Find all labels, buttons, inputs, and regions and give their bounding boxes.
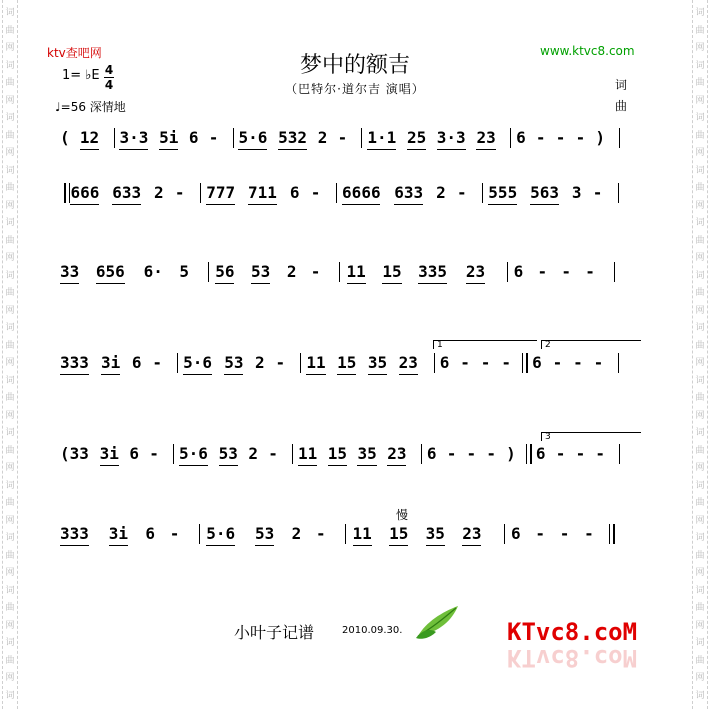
note-group: - xyxy=(585,262,595,281)
watermark-glyph: 网 xyxy=(5,515,15,526)
note-group: 6· xyxy=(143,262,163,281)
bar-line xyxy=(504,524,505,544)
bar-line xyxy=(510,128,511,148)
beam-underline xyxy=(462,545,481,546)
note-group: ) xyxy=(595,128,606,147)
note-group: - xyxy=(575,128,586,147)
song-subtitle: （巴特尔·道尔吉 演唱） xyxy=(285,82,425,96)
beam-underline xyxy=(342,204,380,205)
note-group: - xyxy=(561,262,572,281)
beam-underline xyxy=(60,283,79,284)
watermark-glyph: 词 xyxy=(695,218,705,228)
watermark-glyph: 曲 xyxy=(5,235,15,246)
note-group: 15 xyxy=(382,262,402,281)
bar-line xyxy=(618,183,619,203)
bar-line xyxy=(618,353,619,373)
transcription-date: 2010.09.30. xyxy=(342,625,403,636)
note-group: 335 xyxy=(418,262,448,281)
watermark-glyph: 曲 xyxy=(695,603,705,613)
note-group: 333 xyxy=(60,524,89,543)
note-group: - xyxy=(592,183,603,202)
note-group: 6 xyxy=(289,183,300,202)
watermark-glyph: 曲 xyxy=(5,183,15,193)
watermark-glyph: 词 xyxy=(695,480,705,491)
note-group: 56 xyxy=(215,262,235,281)
note-group: 23 xyxy=(387,444,407,463)
note-group: 6 xyxy=(439,353,450,372)
note-group: - xyxy=(310,262,321,281)
note-group: 25 xyxy=(407,128,427,147)
note-group: 633 xyxy=(394,183,424,202)
note-group: - xyxy=(169,524,180,543)
note-group: 53 xyxy=(255,524,275,543)
watermark-glyph: 词 xyxy=(5,480,15,491)
watermark-glyph: 词 xyxy=(5,638,15,648)
note-group: 633 xyxy=(112,183,142,202)
note-group: 2 xyxy=(255,353,265,372)
note-group: - xyxy=(174,183,185,202)
note-group: - xyxy=(535,524,545,543)
watermark-glyph: 网 xyxy=(5,148,15,158)
note-group: 11 xyxy=(306,353,326,372)
note-group: 5·6 xyxy=(238,128,268,147)
beam-underline xyxy=(109,545,128,546)
note-group: - xyxy=(480,353,491,372)
watermark-glyph: 网 xyxy=(695,95,705,106)
bar-line xyxy=(507,262,508,282)
watermark-glyph: 曲 xyxy=(5,288,15,298)
beam-underline xyxy=(382,283,401,284)
note-group: 11 xyxy=(352,524,372,543)
note-group: - xyxy=(559,524,570,543)
note-group: - xyxy=(552,353,563,372)
watermark-glyph: 词 xyxy=(695,8,705,18)
note-group: 11 xyxy=(346,262,366,281)
watermark-glyph: 词 xyxy=(5,8,15,18)
note-group: 711 xyxy=(248,183,277,202)
score-row-row5 xyxy=(60,444,645,474)
watermark-glyph: 曲 xyxy=(695,445,705,456)
bar-line xyxy=(482,183,483,203)
watermark-glyph: 网 xyxy=(695,200,705,211)
right-watermark-column xyxy=(692,0,708,709)
beam-underline xyxy=(101,374,120,375)
watermark-glyph: 词 xyxy=(695,323,705,333)
score-row-intro xyxy=(60,128,645,158)
note-group: 53 xyxy=(224,353,244,372)
watermark-glyph: 网 xyxy=(5,463,15,473)
beam-underline xyxy=(407,149,426,150)
beam-underline xyxy=(418,283,447,284)
note-group: 563 xyxy=(530,183,559,202)
note-group: 6 xyxy=(145,524,155,543)
beam-underline xyxy=(426,545,445,546)
watermark-glyph: 词 xyxy=(695,585,705,596)
bar-line xyxy=(208,262,209,282)
note-group: - xyxy=(573,353,583,372)
watermark-glyph: 曲 xyxy=(5,498,15,508)
watermark-glyph: 网 xyxy=(5,43,15,53)
note-group: 12 xyxy=(79,128,100,147)
note-group: 6 xyxy=(513,262,524,281)
note-group: 6666 xyxy=(342,183,381,202)
watermark-glyph: 网 xyxy=(695,410,705,421)
note-group: 666 xyxy=(70,183,100,202)
note-group: - xyxy=(466,444,477,463)
svg-text:KTvc8.coM: KTvc8.coM xyxy=(507,618,638,646)
bar-line xyxy=(300,353,301,373)
bar-line xyxy=(173,444,174,464)
note-group: - xyxy=(337,128,348,147)
watermark-glyph: 词 xyxy=(695,270,705,281)
beam-underline xyxy=(530,204,559,205)
watermark-glyph: 网 xyxy=(5,253,15,263)
watermark-glyph: 曲 xyxy=(5,550,15,561)
watermark-glyph: 曲 xyxy=(5,655,15,666)
watermark-glyph: 网 xyxy=(695,305,705,316)
note-group: - xyxy=(593,353,604,372)
time-signature-bottom: 4 xyxy=(104,78,114,92)
bar-line xyxy=(530,444,532,464)
watermark-glyph: 词 xyxy=(5,113,15,123)
watermark-glyph: 网 xyxy=(695,148,705,158)
note-group: 656 xyxy=(95,262,125,281)
note-group: 5·6 xyxy=(183,353,213,372)
leaf-icon xyxy=(412,602,462,646)
watermark-glyph: 网 xyxy=(5,410,15,421)
watermark-glyph: 曲 xyxy=(695,340,705,351)
note-group: 15 xyxy=(327,444,347,463)
beam-underline xyxy=(80,149,99,150)
bar-line xyxy=(619,128,620,148)
bar-line xyxy=(361,128,362,148)
watermark-glyph: 词 xyxy=(5,533,15,543)
beam-underline xyxy=(389,545,408,546)
watermark-glyph: 网 xyxy=(5,358,15,368)
watermark-glyph: 词 xyxy=(5,375,15,386)
beam-underline xyxy=(387,465,406,466)
bar-line xyxy=(522,353,523,373)
bar-line xyxy=(233,128,234,148)
watermark-glyph: 曲 xyxy=(5,130,15,141)
watermark-glyph: 曲 xyxy=(695,498,705,508)
note-group: 532 xyxy=(278,128,308,147)
lyricist-label: 词 xyxy=(615,78,628,92)
note-group: 555 xyxy=(488,183,518,202)
note-group: 6 xyxy=(188,128,199,147)
watermark-glyph: 词 xyxy=(695,690,705,701)
slow-tempo-mark: 慢 xyxy=(396,508,409,522)
watermark-glyph: 曲 xyxy=(695,235,705,246)
watermark-glyph: 词 xyxy=(5,270,15,281)
beam-underline xyxy=(399,374,418,375)
volta-bracket-3: 3 xyxy=(541,432,641,441)
beam-underline xyxy=(70,204,99,205)
bar-line xyxy=(114,128,115,148)
bar-line xyxy=(292,444,293,464)
note-group: 5·6 xyxy=(206,524,236,543)
beam-underline xyxy=(179,465,208,466)
watermark-glyph: 词 xyxy=(5,323,15,333)
beam-underline xyxy=(306,374,325,375)
site-name-left[interactable]: ktv查吧网 xyxy=(47,46,102,60)
note-group: 33 xyxy=(60,262,80,281)
bar-line xyxy=(609,524,610,544)
watermark-glyph: 词 xyxy=(695,60,705,71)
note-group: 2 xyxy=(291,524,302,543)
watermark-glyph: 网 xyxy=(695,515,705,526)
watermark-glyph: 网 xyxy=(695,43,705,53)
note-group: 2 xyxy=(317,128,328,147)
watermark-glyph: 曲 xyxy=(695,130,705,141)
watermark-glyph: 曲 xyxy=(5,393,15,403)
note-group: - xyxy=(152,353,162,372)
beam-underline xyxy=(219,465,238,466)
watermark-glyph: 词 xyxy=(695,638,705,648)
note-group: - xyxy=(537,262,548,281)
note-group: 2 xyxy=(154,183,164,202)
beam-underline xyxy=(215,283,234,284)
note-group: 35 xyxy=(425,524,445,543)
watermark-glyph: 词 xyxy=(695,165,705,176)
bar-line xyxy=(619,444,620,464)
note-group: 3 xyxy=(571,183,582,202)
watermark-glyph: 词 xyxy=(5,585,15,596)
watermark-glyph: 曲 xyxy=(695,550,705,561)
note-group: 35 xyxy=(357,444,377,463)
watermark-glyph: 网 xyxy=(5,305,15,316)
beam-underline xyxy=(206,204,235,205)
note-group: - xyxy=(555,444,566,463)
note-group: - xyxy=(275,353,286,372)
watermark-glyph: 曲 xyxy=(695,393,705,403)
note-group: 15 xyxy=(337,353,357,372)
quarter-note-icon: ♩ xyxy=(55,100,61,114)
beam-underline xyxy=(328,465,347,466)
watermark-glyph: 词 xyxy=(5,690,15,701)
bar-line xyxy=(614,262,615,282)
beam-underline xyxy=(206,545,235,546)
watermark-glyph: 曲 xyxy=(5,603,15,613)
beam-underline xyxy=(96,283,125,284)
beam-underline xyxy=(476,149,495,150)
beam-underline xyxy=(255,545,274,546)
watermark-glyph: 网 xyxy=(695,568,705,578)
time-signature xyxy=(104,64,114,91)
note-group: 5i xyxy=(159,128,179,147)
beam-underline xyxy=(248,204,277,205)
note-group: 3·3 xyxy=(436,128,466,147)
beam-underline xyxy=(394,204,423,205)
left-watermark-column xyxy=(2,0,18,709)
note-group: - xyxy=(535,128,546,147)
note-group: 1·1 xyxy=(367,128,397,147)
note-group: 23 xyxy=(462,524,482,543)
note-group: 3i xyxy=(101,353,121,372)
watermark-glyph: 网 xyxy=(5,673,15,683)
beam-underline xyxy=(298,465,317,466)
note-group: 777 xyxy=(206,183,236,202)
beam-underline xyxy=(119,149,148,150)
note-group: - xyxy=(268,444,278,463)
note-group: - xyxy=(584,524,594,543)
note-group: 6 xyxy=(131,353,142,372)
watermark-glyph: 词 xyxy=(695,428,705,438)
bar-line xyxy=(345,524,346,544)
beam-underline xyxy=(437,149,466,150)
note-group: 23 xyxy=(398,353,418,372)
score-row-row6 xyxy=(60,524,645,554)
bar-line xyxy=(200,183,201,203)
note-group: - xyxy=(456,183,467,202)
beam-underline xyxy=(183,374,212,375)
beam-underline xyxy=(60,545,89,546)
beam-underline xyxy=(100,465,119,466)
score-row-row3 xyxy=(60,262,645,292)
watermark-glyph: 词 xyxy=(5,218,15,228)
note-group: - xyxy=(486,444,496,463)
transcriber-signature: 小叶子记谱 xyxy=(234,623,315,642)
score-row-row4 xyxy=(60,353,645,383)
score-row-row2 xyxy=(60,183,645,213)
note-group: - xyxy=(310,183,321,202)
note-group: 6 xyxy=(510,524,521,543)
note-group: 23 xyxy=(465,262,486,281)
watermark-glyph: 网 xyxy=(695,620,705,631)
watermark-glyph: 网 xyxy=(695,463,705,473)
bar-line xyxy=(64,183,66,203)
bar-line xyxy=(199,524,200,544)
beam-underline xyxy=(368,374,387,375)
watermark-glyph: 网 xyxy=(5,200,15,211)
watermark-glyph: 词 xyxy=(5,60,15,71)
watermark-glyph: 网 xyxy=(5,620,15,631)
note-group: (33 xyxy=(60,444,89,463)
watermark-glyph: 词 xyxy=(695,533,705,543)
watermark-glyph: 网 xyxy=(5,568,15,578)
watermark-glyph: 曲 xyxy=(695,78,705,88)
key-signature: 1= ♭E xyxy=(62,68,100,83)
beam-underline xyxy=(353,545,372,546)
bar-line xyxy=(526,353,528,373)
note-group: 6 xyxy=(532,353,542,372)
beam-underline xyxy=(347,283,366,284)
note-group: 2 xyxy=(436,183,446,202)
beam-underline xyxy=(224,374,243,375)
note-group: - xyxy=(501,353,511,372)
note-group: - xyxy=(315,524,326,543)
watermark-glyph: 词 xyxy=(5,165,15,176)
note-group: 5 xyxy=(179,262,190,281)
beam-underline xyxy=(367,149,396,150)
beam-underline xyxy=(466,283,485,284)
watermark-glyph: 曲 xyxy=(5,78,15,88)
note-group: 53 xyxy=(251,262,271,281)
svg-text:KTvc8.coM: KTvc8.coM xyxy=(507,644,638,672)
watermark-glyph: 网 xyxy=(5,95,15,106)
note-group: 2 xyxy=(286,262,297,281)
note-group: 3i xyxy=(108,524,129,543)
beam-underline xyxy=(337,374,356,375)
watermark-glyph: 词 xyxy=(695,375,705,386)
note-group: 6 xyxy=(426,444,437,463)
note-group: 6 xyxy=(129,444,140,463)
watermark-glyph: 曲 xyxy=(5,340,15,351)
note-group: 3i xyxy=(99,444,119,463)
beam-underline xyxy=(159,149,178,150)
bar-line xyxy=(336,183,337,203)
note-group: 11 xyxy=(297,444,318,463)
bar-line xyxy=(339,262,340,282)
beam-underline xyxy=(60,374,89,375)
watermark-glyph: 词 xyxy=(5,428,15,438)
note-group: - xyxy=(575,444,586,463)
note-group: 6 xyxy=(535,444,546,463)
volta-bracket-1: 1 xyxy=(433,340,537,349)
watermark-glyph: 曲 xyxy=(5,445,15,456)
note-group: 333 xyxy=(60,353,89,372)
bar-line xyxy=(177,353,178,373)
beam-underline xyxy=(278,149,307,150)
note-group: 5·6 xyxy=(178,444,208,463)
watermark-glyph: 曲 xyxy=(695,183,705,193)
site-url-right[interactable]: www.ktvc8.com xyxy=(540,44,635,58)
tempo-text: =56 深情地 xyxy=(60,100,126,114)
note-group: 6 xyxy=(516,128,526,147)
watermark-glyph: 曲 xyxy=(695,288,705,298)
bar-line xyxy=(421,444,422,464)
note-group: ( xyxy=(60,128,70,147)
note-group: - xyxy=(460,353,470,372)
note-group: 15 xyxy=(389,524,409,543)
note-group: ) xyxy=(506,444,516,463)
site-logo[interactable] xyxy=(503,618,663,682)
bar-line xyxy=(434,353,435,373)
note-group: - xyxy=(208,128,219,147)
note-group: 2 xyxy=(248,444,259,463)
note-group: 3·3 xyxy=(119,128,149,147)
composer-label: 曲 xyxy=(615,99,628,113)
note-group: 23 xyxy=(476,128,496,147)
note-group: - xyxy=(595,444,606,463)
beam-underline xyxy=(357,465,376,466)
beam-underline xyxy=(112,204,141,205)
beam-underline xyxy=(251,283,270,284)
time-signature-top: 4 xyxy=(104,63,114,77)
note-group: 35 xyxy=(367,353,388,372)
watermark-glyph: 曲 xyxy=(5,25,15,36)
beam-underline xyxy=(488,204,517,205)
watermark-glyph: 曲 xyxy=(695,655,705,666)
tempo-marking xyxy=(55,98,126,115)
volta-bracket-2: 2 xyxy=(541,340,641,349)
watermark-glyph: 网 xyxy=(695,253,705,263)
note-group: - xyxy=(555,128,566,147)
watermark-glyph: 词 xyxy=(695,113,705,123)
watermark-glyph: 曲 xyxy=(695,25,705,36)
note-group: - xyxy=(446,444,457,463)
bar-line xyxy=(613,524,615,544)
note-group: 53 xyxy=(218,444,238,463)
note-group: - xyxy=(149,444,159,463)
bar-line xyxy=(526,444,527,464)
watermark-glyph: 网 xyxy=(695,358,705,368)
beam-underline xyxy=(238,149,267,150)
song-title: 梦中的额吉 xyxy=(299,53,410,78)
watermark-glyph: 网 xyxy=(695,673,705,683)
